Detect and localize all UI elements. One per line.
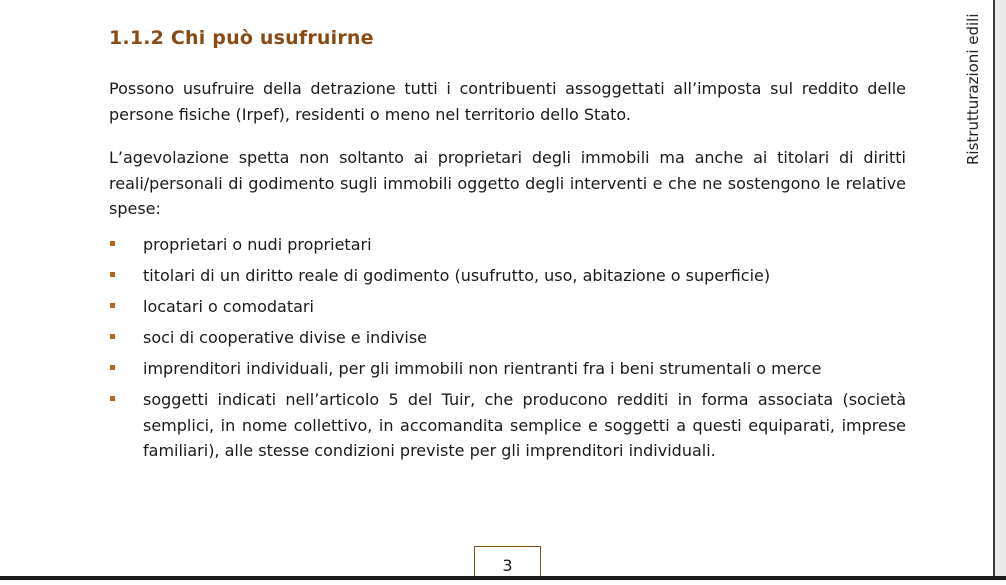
square-bullet-icon: [110, 396, 115, 401]
side-section-label: [962, 0, 984, 165]
paragraph-eligibility: Possono usufruire della detrazione tutti i contribuenti assoggettati all’imposta sul reddito delle persone fisiche (Irpef), residenti o meno nel territorio dello Stato.: [109, 79, 906, 124]
square-bullet-icon: [110, 365, 115, 370]
square-bullet-icon: [110, 241, 115, 246]
side-label-text: Ristrutturazioni edili: [964, 13, 982, 165]
list-item-text: titolari di un diritto reale di godimento (usufrutto, uso, abitazione o superficie): [143, 266, 771, 285]
list-item: [109, 232, 906, 258]
list-item-text: proprietari o nudi proprietari: [143, 235, 372, 254]
list-item-text: soggetti indicati nell’articolo 5 del Tuir, che producono redditi in forma associata (società semplici, in nome collettivo, in accomandita semplice e soggetti a questi equiparati, imprese familiari), alle stesse condizioni previste per gli imprenditori individuali.: [143, 390, 906, 460]
list-item: [109, 387, 906, 464]
list-item: [109, 325, 906, 351]
page-number: 3: [502, 556, 513, 575]
list-item: [109, 294, 906, 320]
beneficiaries-list: [109, 232, 906, 469]
list-item-text: imprenditori individuali, per gli immobili non rientranti fra i beni strumentali o merce: [143, 359, 822, 378]
viewer-gutter: [995, 0, 1006, 580]
list-item-text: soci di cooperative divise e indivise: [143, 328, 428, 347]
square-bullet-icon: [110, 334, 115, 339]
paragraph-beneficiaries: L’agevolazione spetta non soltanto ai proprietari degli immobili ma anche ai titolari di diritti reali/personali di godimento sugli immobili oggetto degli interventi e che ne sostengono le relative spese:: [109, 148, 906, 218]
page-number-box: [474, 546, 541, 577]
section-heading: 1.1.2 Chi può usufruirne: [109, 27, 374, 49]
square-bullet-icon: [110, 272, 115, 277]
list-item: [109, 356, 906, 382]
list-item: [109, 263, 906, 289]
viewer-bottom-edge: [0, 576, 1006, 580]
square-bullet-icon: [110, 303, 115, 308]
list-item-text: locatari o comodatari: [143, 297, 314, 316]
